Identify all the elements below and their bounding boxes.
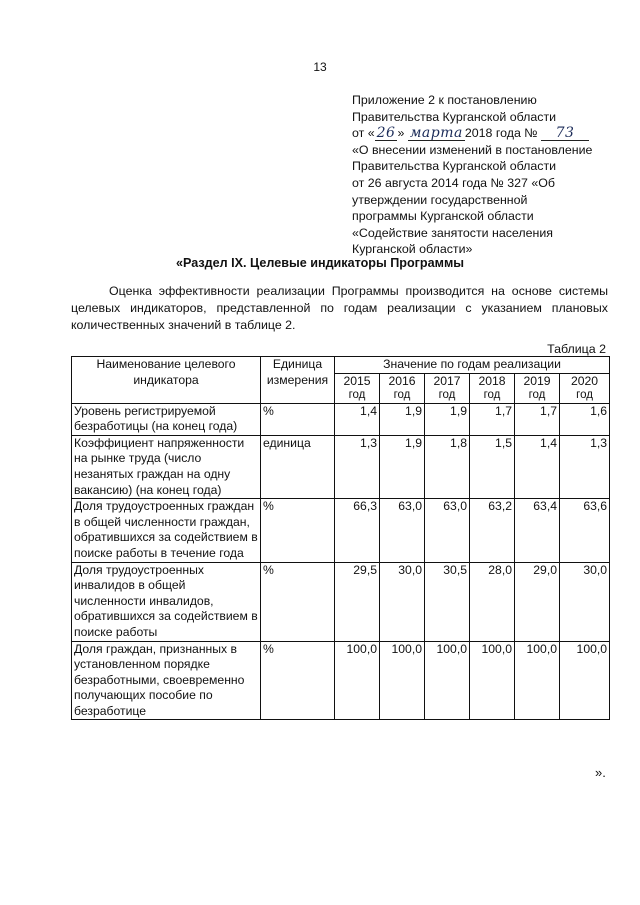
appendix-line: Правительства Курганской области	[352, 109, 557, 124]
indicator-name-cell: Доля трудоустроенных граждан в общей численности граждан, обратившихся за содействием в поиске работы в течение года	[72, 499, 261, 562]
value-cell: 63,0	[425, 499, 470, 562]
appendix-block	[352, 92, 614, 258]
value-cell: 1,5	[470, 435, 515, 498]
header-year-cell	[515, 373, 560, 403]
header-year-cell	[560, 373, 610, 403]
table-row	[72, 562, 610, 641]
table-row	[72, 499, 610, 562]
value-cell: 1,3	[560, 435, 610, 498]
indicator-name-cell: Уровень регистрируемой безработицы (на конец года)	[72, 403, 261, 435]
appendix-line: от 26 августа 2014 года № 327 «Об	[352, 175, 555, 190]
value-cell: 100,0	[515, 641, 560, 720]
header-year-word: год	[528, 389, 546, 402]
header-year: 2015	[343, 373, 371, 388]
value-cell: 30,5	[425, 562, 470, 641]
unit-cell: %	[261, 403, 335, 435]
value-cell: 1,7	[470, 403, 515, 435]
value-cell: 100,0	[425, 641, 470, 720]
handwritten-day: 26	[376, 125, 396, 142]
page-number: 13	[313, 60, 327, 74]
table-caption: Таблица 2	[547, 342, 606, 356]
handwritten-number: 73	[541, 127, 589, 141]
appendix-line: программы Курганской области	[352, 209, 534, 224]
header-indicator-name: Наименование целевого индикатора	[72, 357, 261, 404]
value-cell: 28,0	[470, 562, 515, 641]
header-year: 2020	[570, 373, 599, 388]
section-heading: «Раздел IX. Целевые индикаторы Программы	[175, 256, 465, 270]
header-year-word: год	[393, 389, 411, 402]
value-cell: 30,0	[380, 562, 425, 641]
date-year: 2018 года №	[464, 126, 538, 141]
value-cell: 66,3	[335, 499, 380, 562]
intro-paragraph: Оценка эффективности реализации Программы производится на основе системы целевых индикаторов, представленной по годам реализации с указанием плановых количественных значений в таблице 2.	[71, 284, 608, 332]
value-cell: 63,4	[515, 499, 560, 562]
value-cell: 1,7	[515, 403, 560, 435]
header-year: 2018	[478, 373, 506, 388]
header-year-cell	[425, 373, 470, 403]
appendix-line: «Содействие занятости населения	[352, 225, 553, 240]
header-year-cell	[335, 373, 380, 403]
appendix-line: Правительства Курганской области	[352, 159, 557, 174]
header-values-by-year: Значение по годам реализации	[335, 357, 610, 374]
appendix-line: утверждении государственной	[352, 192, 528, 207]
appendix-line: «О внесении изменений в постановление	[352, 142, 593, 157]
value-cell: 1,6	[560, 403, 610, 435]
header-year: 2019	[523, 373, 551, 388]
date-prefix: от «	[352, 126, 375, 141]
indicator-name-cell: Доля граждан, признанных в установленном порядке безработными, своевременно получающих пособие по безработице	[72, 641, 261, 720]
value-cell: 1,9	[425, 403, 470, 435]
value-cell: 63,0	[380, 499, 425, 562]
value-cell: 100,0	[380, 641, 425, 720]
value-cell: 1,4	[335, 403, 380, 435]
unit-cell: %	[261, 562, 335, 641]
header-year-word: год	[483, 389, 501, 402]
table-row	[72, 641, 610, 720]
header-year-word: год	[438, 389, 456, 402]
indicator-name-cell: Коэффициент напряженности на рынке труда (число незанятых граждан на одну вакансию) (на конец года)	[72, 435, 261, 498]
value-cell: 1,8	[425, 435, 470, 498]
value-cell: 1,9	[380, 403, 425, 435]
value-cell: 63,2	[470, 499, 515, 562]
value-cell: 100,0	[470, 641, 515, 720]
header-year: 2017	[433, 373, 461, 388]
table-body	[72, 403, 610, 720]
closing-mark: ».	[595, 765, 606, 780]
header-year-word: год	[348, 389, 366, 402]
indicator-name-cell: Доля трудоустроенных инвалидов в общей численности инвалидов, обратившихся за содействием в поиске работы	[72, 562, 261, 641]
indicators-table	[71, 356, 610, 720]
value-cell: 29,0	[515, 562, 560, 641]
value-cell: 1,3	[335, 435, 380, 498]
header-year: 2016	[388, 373, 416, 388]
value-cell: 1,4	[515, 435, 560, 498]
table-row	[72, 403, 610, 435]
handwritten-month: марта	[409, 125, 463, 142]
unit-cell: единица	[261, 435, 335, 498]
appendix-date-line	[352, 125, 614, 142]
value-cell: 30,0	[560, 562, 610, 641]
value-cell: 1,9	[380, 435, 425, 498]
header-year-word: год	[576, 389, 593, 402]
unit-cell: %	[261, 499, 335, 562]
unit-cell: %	[261, 641, 335, 720]
appendix-line: Курганской области»	[352, 242, 473, 257]
value-cell: 100,0	[560, 641, 610, 720]
header-year-cell	[470, 373, 515, 403]
appendix-line: Приложение 2 к постановлению	[352, 93, 537, 107]
value-cell: 63,6	[560, 499, 610, 562]
header-year-cell	[380, 373, 425, 403]
table-row	[72, 435, 610, 498]
value-cell: 100,0	[335, 641, 380, 720]
date-mid: »	[397, 126, 405, 141]
value-cell: 29,5	[335, 562, 380, 641]
header-unit: Единица измерения	[261, 357, 335, 404]
